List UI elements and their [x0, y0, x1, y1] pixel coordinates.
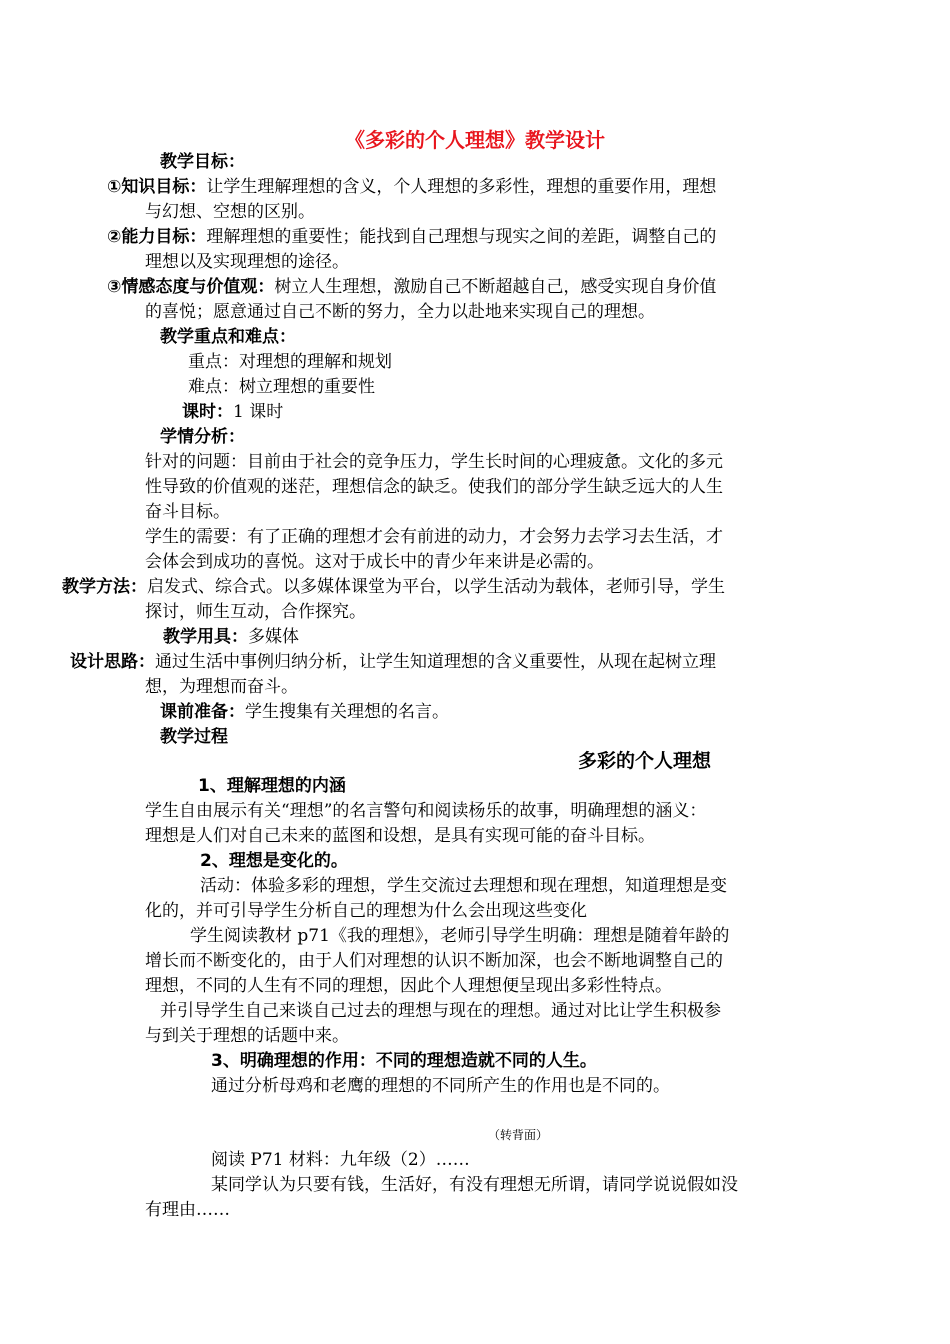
objective-ability-text: 理解理想的重要性；能找到自己理想与现实之间的差距，调整自己的 — [206, 227, 717, 247]
design-idea — [70, 650, 716, 674]
preparation — [160, 700, 449, 724]
objective-knowledge-label: ①知识目标： — [107, 177, 207, 197]
section-1-text: 理想是人们对自己未来的蓝图和设想，是具有实现可能的奋斗目标。 — [145, 826, 655, 846]
key-point: 重点：对理想的理解和规划 — [188, 352, 392, 372]
analysis-text: 奋斗目标。 — [145, 502, 230, 522]
teaching-method-text: 启发式、综合式。以多媒体课堂为平台，以学生活动为载体，老师引导，学生 — [147, 577, 725, 597]
analysis-heading: 学情分析： — [160, 427, 245, 447]
reading-text: 某同学认为只要有钱，生活好，有没有理想无所谓，请同学说说假如没 — [211, 1175, 738, 1195]
objective-emotion-label: ③情感态度与价值观： — [107, 277, 275, 297]
reading-text: 阅读 P71 材料：九年级（2）…… — [211, 1150, 470, 1170]
section-3-heading: 3、明确理想的作用：不同的理想造就不同的人生。 — [211, 1051, 597, 1071]
analysis-text: 会体会到成功的喜悦。这对于成长中的青少年来讲是必需的。 — [145, 552, 604, 572]
section-2-text: 学生阅读教材 p71《我的理想》，老师引导学生明确：理想是随着年龄的 — [190, 926, 730, 946]
reading-text: 有理由…… — [145, 1200, 230, 1220]
difficult-point: 难点：树立理想的重要性 — [188, 377, 375, 397]
objective-emotion — [107, 275, 716, 299]
section-2-text: 化的，并可引导学生分析自己的理想为什么会出现这些变化 — [145, 901, 587, 921]
objective-emotion-text: 树立人生理想，激励自己不断超越自己，感受实现自身价值 — [274, 277, 717, 297]
section-2-text: 增长而不断变化的，由于人们对理想的认识不断加深，也会不断地调整自己的 — [145, 951, 723, 971]
section-2-text: 与到关于理想的话题中来。 — [145, 1026, 349, 1046]
analysis-text: 性导致的价值观的迷茫，理想信念的缺乏。使我们的部分学生缺乏远大的人生 — [145, 477, 723, 497]
section-2-text: 并引导学生自己来谈自己过去的理想与现在的理想。通过对比让学生积极参 — [160, 1001, 721, 1021]
section-3-text: 通过分析母鸡和老鹰的理想的不同所产生的作用也是不同的。 — [211, 1076, 670, 1096]
objective-knowledge-text: 让学生理解理想的含义，个人理想的多彩性，理想的重要作用，理想 — [206, 177, 717, 197]
objective-emotion-cont: 的喜悦；愿意通过自己不断的努力，全力以赴地来实现自己的理想。 — [145, 302, 655, 322]
objective-knowledge — [107, 175, 716, 199]
objective-knowledge-cont: 与幻想、空想的区别。 — [145, 202, 315, 222]
teaching-tools-label: 教学用具： — [163, 627, 248, 647]
preparation-label: 课前准备： — [160, 702, 245, 722]
turn-over-note: （转背面） — [488, 1128, 549, 1142]
design-idea-label: 设计思路： — [70, 652, 155, 672]
class-hours-label: 课时： — [182, 402, 233, 422]
analysis-text: 针对的问题：目前由于社会的竞争压力，学生长时间的心理疲惫。文化的多元 — [145, 452, 723, 472]
section-2-heading: 2、理想是变化的。 — [200, 851, 348, 871]
design-idea-cont: 想，为理想而奋斗。 — [145, 677, 298, 697]
key-points-heading: 教学重点和难点： — [160, 327, 296, 347]
objective-ability-label: ②能力目标： — [107, 227, 207, 247]
class-hours — [182, 400, 283, 424]
teaching-tools — [163, 625, 299, 649]
section-2-text: 理想，不同的人生有不同的理想，因此个人理想便呈现出多彩性特点。 — [145, 976, 672, 996]
teaching-method-label: 教学方法： — [62, 577, 147, 597]
objectives-heading: 教学目标： — [160, 152, 245, 172]
teaching-method-cont: 探讨，师生互动，合作探究。 — [145, 602, 366, 622]
section-1-heading: 1、理解理想的内涵 — [198, 776, 346, 796]
preparation-text: 学生搜集有关理想的名言。 — [245, 702, 449, 722]
document-title: 《多彩的个人理想》教学设计 — [345, 128, 605, 152]
lesson-title: 多彩的个人理想 — [578, 750, 712, 772]
analysis-text: 学生的需要：有了正确的理想才会有前进的动力，才会努力去学习去生活，才 — [145, 527, 723, 547]
section-2-text: 活动：体验多彩的理想，学生交流过去理想和现在理想，知道理想是变 — [200, 876, 727, 896]
objective-ability-cont: 理想以及实现理想的途径。 — [145, 252, 349, 272]
design-idea-text: 通过生活中事例归纳分析，让学生知道理想的含义重要性，从现在起树立理 — [155, 652, 716, 672]
class-hours-value: 1 课时 — [233, 402, 284, 422]
teaching-tools-text: 多媒体 — [248, 627, 299, 647]
process-heading: 教学过程 — [160, 727, 228, 747]
objective-ability — [107, 225, 716, 249]
teaching-method — [62, 575, 725, 599]
section-1-text: 学生自由展示有关“理想”的名言警句和阅读杨乐的故事，明确理想的涵义： — [145, 801, 707, 821]
